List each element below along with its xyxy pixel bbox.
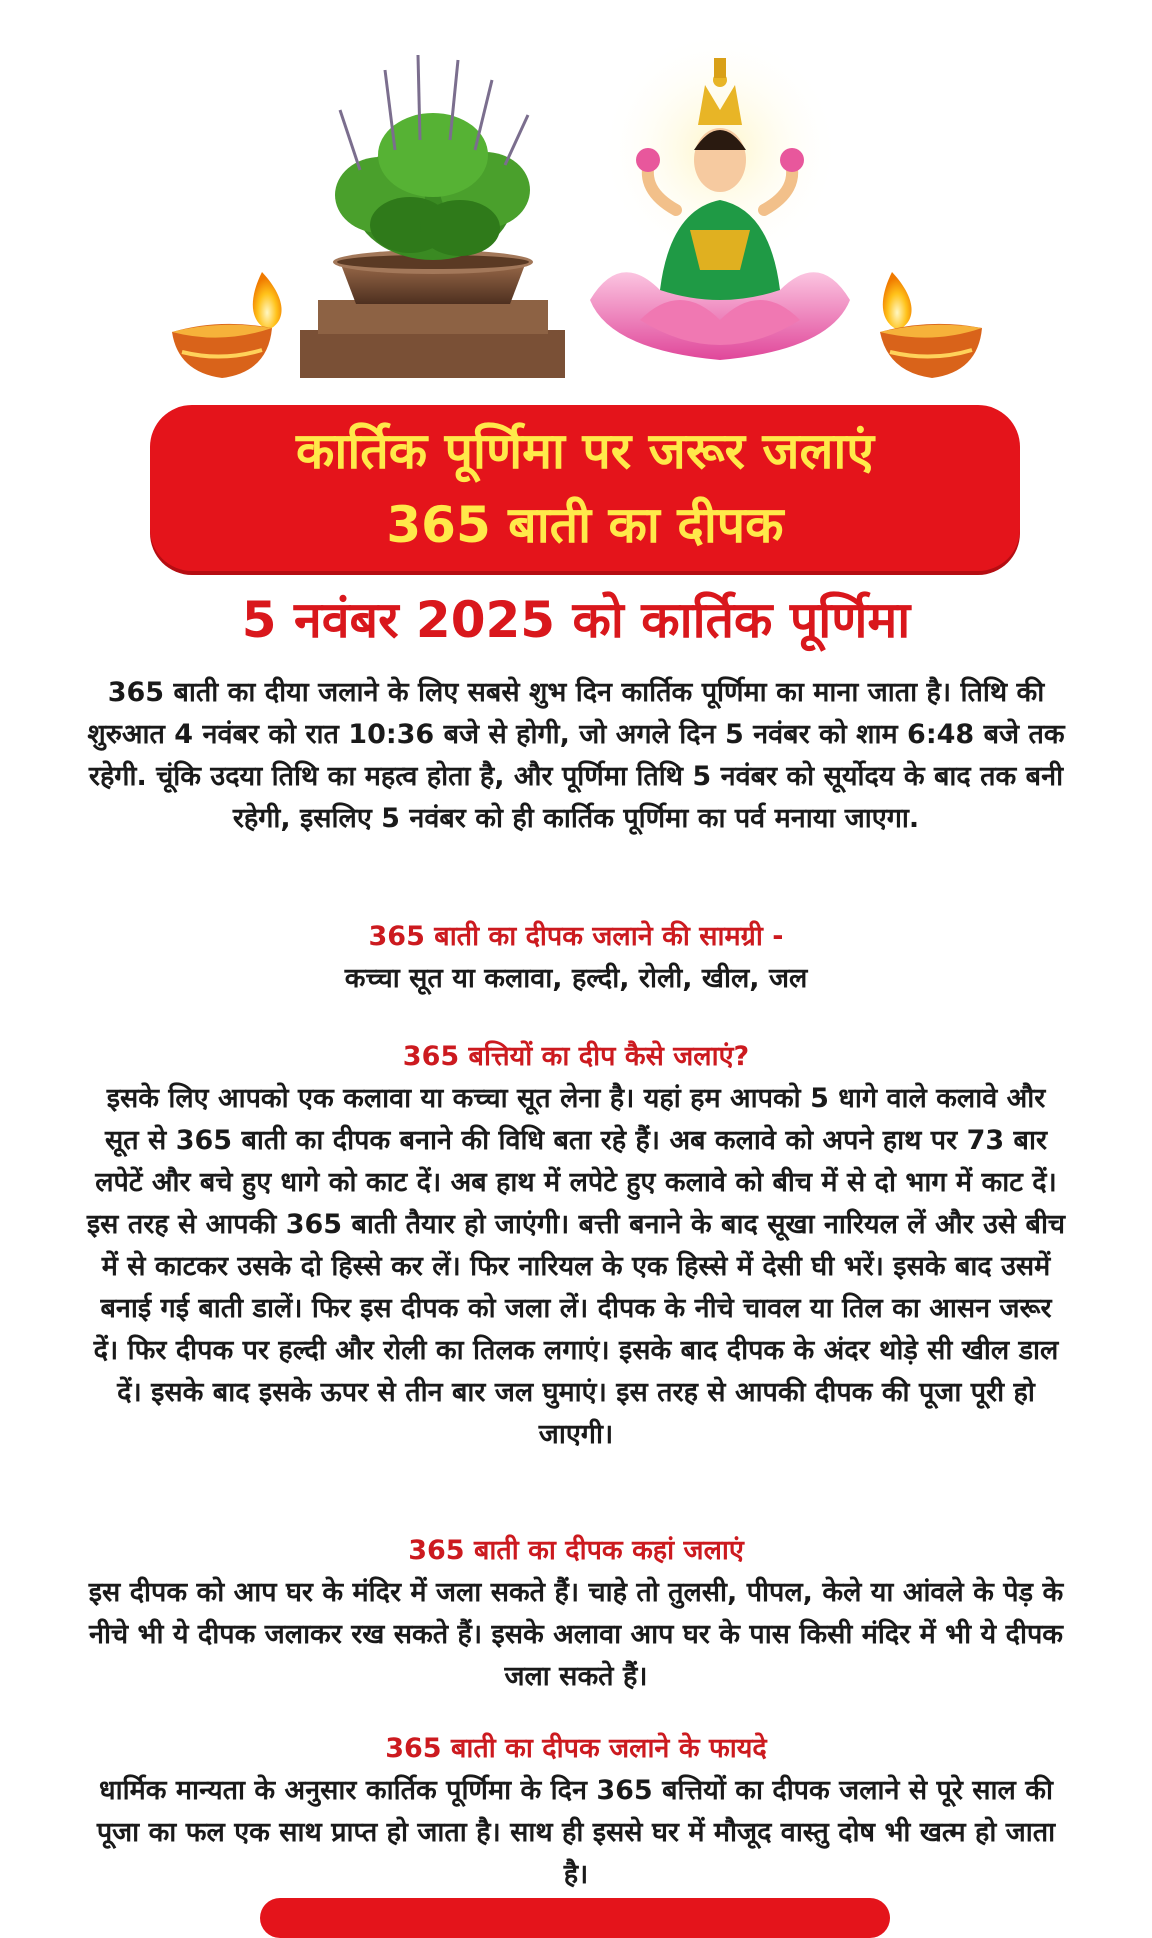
benefits-heading: 365 बाती का दीपक जलाने के फायदे	[385, 1733, 767, 1764]
title-line-1: कार्तिक पूर्णिमा पर जरूर जलाएं	[295, 422, 875, 480]
how-to-heading: 365 बत्तियों का दीप कैसे जलाएं?	[402, 1041, 750, 1072]
goddess-lakshmi-on-lotus	[590, 30, 850, 360]
diya-lamp-right	[880, 272, 982, 378]
diya-lamp-left	[172, 272, 282, 378]
hero-illustration	[0, 0, 1152, 400]
where-body: इस दीपक को आप घर के मंदिर में जला सकते हैं। चाहे तो तुलसी, पीपल, केले या आंवले के पेड़ के नीचे भी ये दीपक जलाकर रख सकते हैं। इसके अलावा आप घर के पास किसी मंदिर में भी ये दीपक जला सकते हैं।	[88, 1577, 1064, 1692]
how-to-body: इसके लिए आपको एक कलावा या कच्चा सूत लेना है। यहां हम आपको 5 धागे वाले कलावे और सूत से 365 बाती का दीपक बनाने की विधि बता रहे हैं। अब कलावे को अपने हाथ पर 73 बार लपेटें और बचे हुए धागे को काट दें। अब हाथ में लपेटे हुए कलावे को बीच में से दो भाग में काट दें। इस तरह से आपकी 365 बाती तैयार हो जाएंगी। बत्ती बनाने के बाद सूखा नारियल लें और उसे बीच में से काटकर उसके दो हिस्से कर लें। फिर नारियल के एक हिस्से में देसी घी भरें। इसके बाद उसमें बनाई गई बाती डालें। फिर इस दीपक को जला लें। दीपक के नीचे चावल या तिल का आसन जरूर दें। फिर दीपक पर हल्दी और रोली का तिलक लगाएं। इसके बाद दीपक के अंदर थोड़े सी खील डाल दें। इसके बाद इसके ऊपर से तीन बार जल घुमाएं। इस तरह से आपकी दीपक की पूजा पूरी हो जाएगी।	[86, 1083, 1066, 1450]
where-heading: 365 बाती का दीपक कहां जलाएं	[408, 1535, 744, 1566]
title-line-2: 365 बाती का दीपक	[386, 496, 784, 554]
benefits-body: धार्मिक मान्यता के अनुसार कार्तिक पूर्णिमा के दिन 365 बत्तियों का दीपक जलाने से पूरे साल की पूजा का फल एक साथ प्राप्त हो जाता है। साथ ही इससे घर में मौजूद वास्तु दोष भी खत्म हो जाता है।	[96, 1775, 1056, 1890]
materials-heading: 365 बाती का दीपक जलाने की सामग्री -	[368, 921, 784, 952]
materials-body: कच्चा सूत या कलावा, हल्दी, रोली, खील, जल	[344, 963, 808, 994]
intro-paragraph: 365 बाती का दीया जलाने के लिए सबसे शुभ दिन कार्तिक पूर्णिमा का माना जाता है। तिथि की शुरुआत 4 नवंबर को रात 10:36 बजे से होगी, जो अगले दिन 5 नवंबर को शाम 6:48 बजे तक रहेगी. चूंकि उदया तिथि का महत्व होता है, और पूर्णिमा तिथि 5 नवंबर को सूर्योदय के बाद तक बनी रहेगी, इसलिए 5 नवंबर को ही कार्तिक पूर्णिमा का पर्व मनाया जाएगा.	[87, 677, 1065, 834]
tulsi-plant	[300, 55, 565, 378]
title-banner	[150, 405, 1020, 571]
bottom-banner-edge	[260, 1898, 890, 1938]
date-heading: 5 नवंबर 2025 को कार्तिक पूर्णिमा	[241, 591, 911, 649]
